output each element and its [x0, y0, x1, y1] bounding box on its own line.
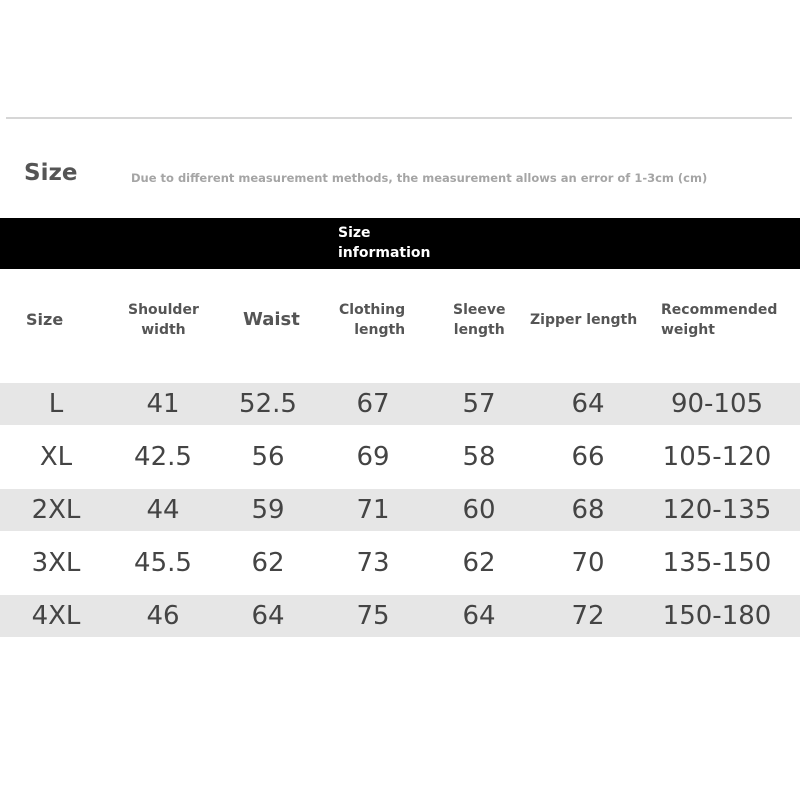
cell-sleeve-length: 64: [462, 601, 496, 631]
cell-waist: 64: [251, 601, 285, 631]
column-header-sleeve-line1: Sleeve: [453, 302, 506, 318]
table-row: [0, 542, 800, 584]
column-header-waist: [243, 290, 300, 350]
cell-clothing-length: 75: [356, 601, 390, 631]
top-divider: [6, 117, 792, 119]
column-header-weight-line1: Recommended: [661, 302, 778, 318]
cell-zipper-length: 72: [571, 601, 605, 631]
cell-clothing-length: 73: [356, 548, 390, 578]
banner-title-line1: Size: [338, 225, 371, 241]
column-header-shoulder-width: [128, 290, 199, 350]
cell-zipper-length: 64: [571, 389, 605, 419]
cell-waist: 52.5: [239, 389, 297, 419]
cell-size: 4XL: [31, 601, 81, 631]
column-header-sleeve-length: [453, 290, 506, 350]
column-header-recommended-weight: [661, 290, 777, 350]
cell-sleeve-length: 57: [462, 389, 496, 419]
cell-sleeve-length: 58: [462, 442, 496, 472]
column-header-sleeve-line2: length: [453, 322, 505, 338]
cell-shoulder-width: 44: [146, 495, 180, 525]
column-header-clothing-line2: length: [354, 322, 406, 338]
banner-title: [338, 223, 458, 263]
cell-size: L: [48, 389, 64, 419]
cell-shoulder-width: 41: [146, 389, 180, 419]
cell-size: 2XL: [31, 495, 81, 525]
column-header-shoulder-line1: Shoulder: [128, 302, 199, 318]
cell-zipper-length: 68: [571, 495, 605, 525]
cell-clothing-length: 67: [356, 389, 390, 419]
cell-sleeve-length: 62: [462, 548, 496, 578]
table-row: [0, 595, 800, 637]
cell-recommended-weight: 120-135: [662, 495, 772, 525]
cell-waist: 59: [251, 495, 285, 525]
cell-recommended-weight: 105-120: [662, 442, 772, 472]
size-information-banner: [0, 218, 800, 269]
banner-title-line2: information: [338, 245, 431, 261]
column-header-zipper-length: [530, 290, 637, 350]
cell-clothing-length: 71: [356, 495, 390, 525]
table-row: [0, 436, 800, 478]
cell-clothing-length: 69: [356, 442, 390, 472]
cell-shoulder-width: 45.5: [134, 548, 192, 578]
cell-shoulder-width: 46: [146, 601, 180, 631]
cell-size: 3XL: [31, 548, 81, 578]
cell-recommended-weight: 90-105: [670, 389, 764, 419]
column-header-size-label: Size: [26, 310, 64, 329]
cell-recommended-weight: 135-150: [662, 548, 772, 578]
cell-zipper-length: 70: [571, 548, 605, 578]
page-title: Size: [24, 160, 78, 186]
measurement-note: Due to different measurement methods, the measurement allows an error of 1-3cm (cm): [131, 171, 708, 185]
cell-waist: 62: [251, 548, 285, 578]
table-row: [0, 383, 800, 425]
cell-recommended-weight: 150-180: [662, 601, 772, 631]
cell-sleeve-length: 60: [462, 495, 496, 525]
column-header-clothing-length: [339, 290, 405, 350]
column-header-weight-line2: weight: [661, 322, 715, 338]
column-header-waist-label: Waist: [243, 309, 300, 330]
column-header-size: [26, 290, 63, 350]
column-header-clothing-line1: Clothing: [339, 302, 406, 318]
cell-waist: 56: [251, 442, 285, 472]
cell-shoulder-width: 42.5: [134, 442, 192, 472]
cell-size: XL: [39, 442, 73, 472]
column-header-shoulder-line2: width: [141, 322, 186, 338]
column-header-zipper-label: Zipper length: [530, 312, 638, 328]
table-row: [0, 489, 800, 531]
cell-zipper-length: 66: [571, 442, 605, 472]
